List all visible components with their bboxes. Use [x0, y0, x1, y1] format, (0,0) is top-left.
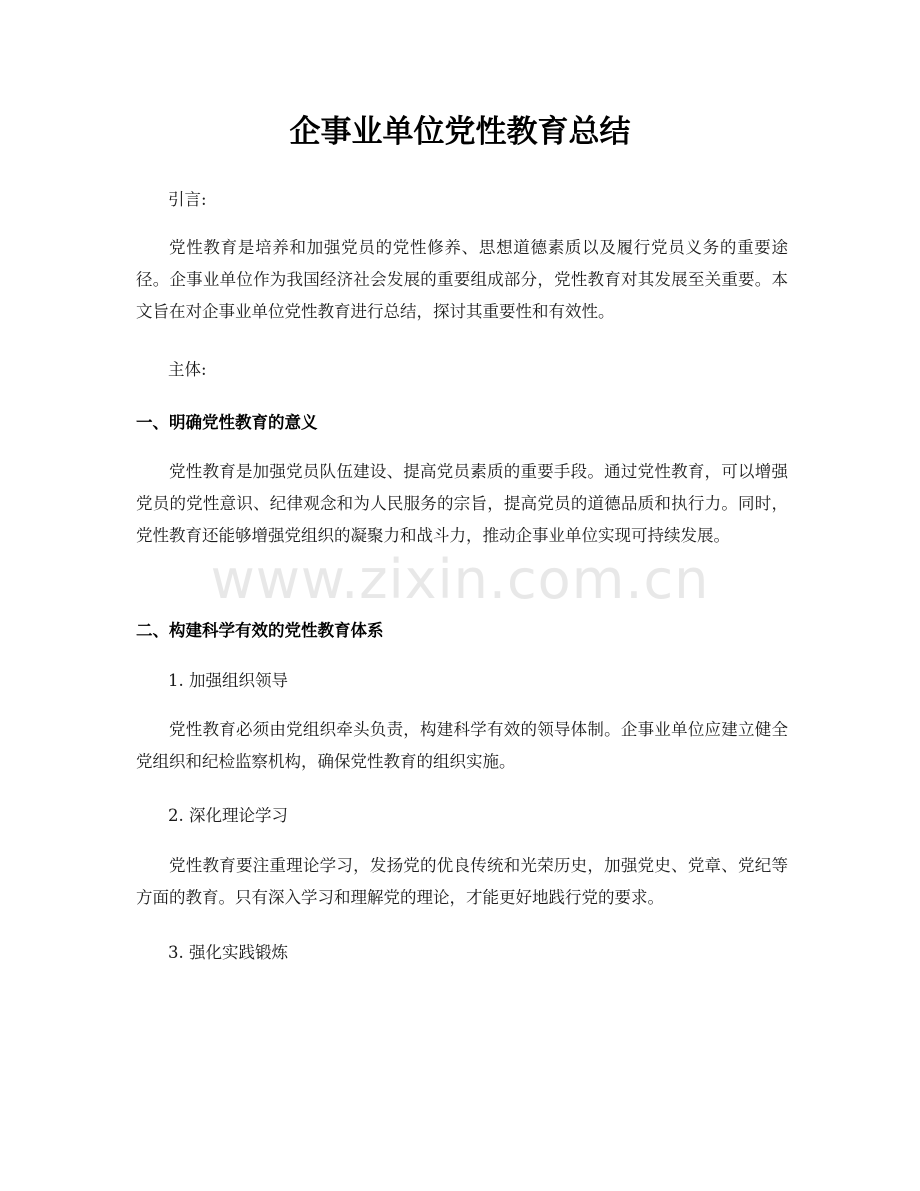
body-label: 主体:	[168, 360, 207, 379]
item-2-label: 2. 深化理论学习	[168, 806, 288, 825]
intro-label: 引言:	[168, 190, 207, 209]
section-1-heading: 一、明确党性教育的意义	[136, 413, 318, 432]
site-watermark: www.zixin.com.cn	[210, 548, 710, 611]
section-1-paragraph: 党性教育是加强党员队伍建设、提高党员素质的重要手段。通过党性教育，可以增强党员的党性意识、纪律观念和为人民服务的宗旨，提高党员的道德品质和执行力。同时，党性教育还能够增强党组织的凝聚力和战斗力，推动企事业单位实现可持续发展。	[136, 462, 788, 545]
item-3-label: 3. 强化实践锻炼	[168, 943, 288, 962]
section-2-heading: 二、构建科学有效的党性教育体系	[136, 621, 384, 640]
document-title: 企事业单位党性教育总结	[289, 114, 631, 150]
item-2-paragraph: 党性教育要注重理论学习，发扬党的优良传统和光荣历史，加强党史、党章、党纪等方面的教育。只有深入学习和理解党的理论，才能更好地践行党的要求。	[136, 856, 788, 907]
item-1-label: 1. 加强组织领导	[168, 671, 288, 690]
item-1-paragraph: 党性教育必须由党组织牵头负责，构建科学有效的领导体制。企事业单位应建立健全党组织和纪检监察机构，确保党性教育的组织实施。	[136, 720, 788, 771]
intro-paragraph: 党性教育是培养和加强党员的党性修养、思想道德素质以及履行党员义务的重要途径。企事业单位作为我国经济社会发展的重要组成部分，党性教育对其发展至关重要。本文旨在对企事业单位党性教育进行总结，探讨其重要性和有效性。	[136, 238, 788, 321]
